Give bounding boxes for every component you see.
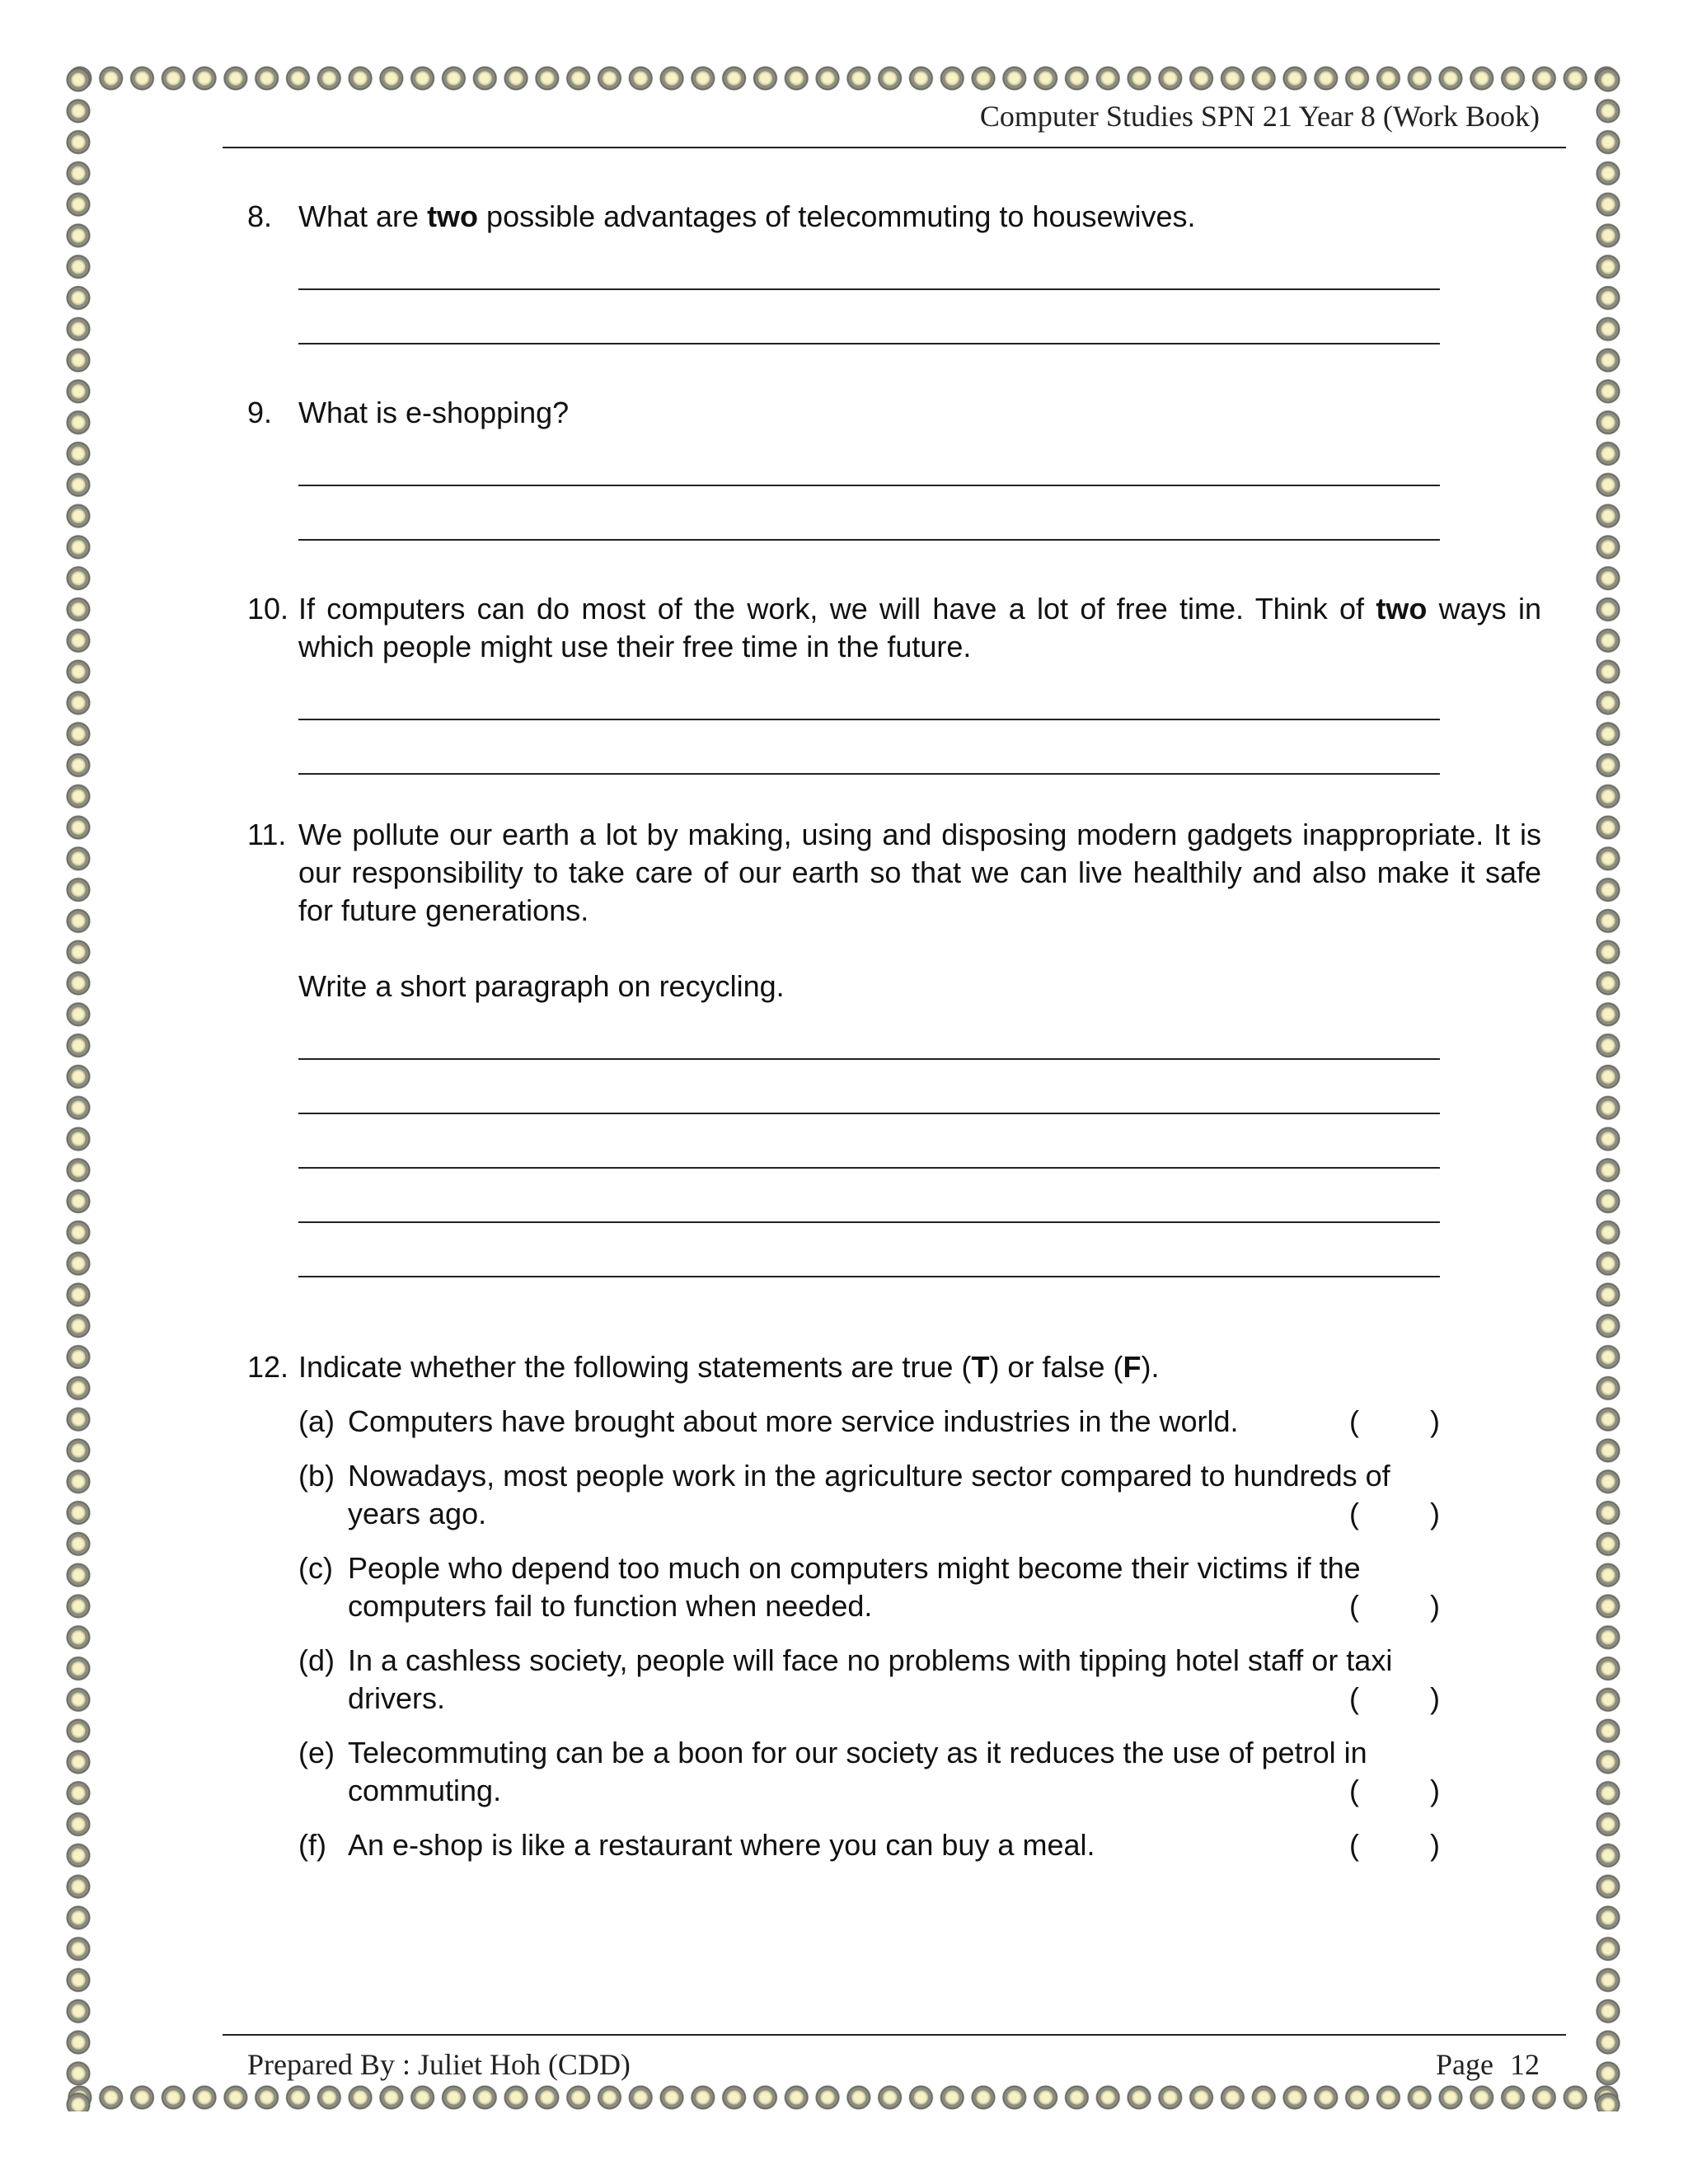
statement-label: (e)	[298, 1736, 335, 1769]
question-prompt: Write a short paragraph on recycling.	[298, 969, 785, 1003]
answer-bracket[interactable]: ( )	[1349, 1497, 1440, 1530]
question-number: 8.	[247, 199, 273, 233]
question-text: If computers can do most of the work, we will have a lot of free time. Think of two ways in which people might use their free time in the future.	[298, 592, 1541, 663]
statement-d	[298, 1642, 1541, 1718]
statement-text-cont: years ago.	[348, 1497, 487, 1530]
statement-f	[298, 1826, 1541, 1864]
answer-line[interactable]	[298, 290, 1440, 344]
statement-text-cont: commuting.	[348, 1774, 502, 1807]
answer-bracket[interactable]: ( )	[1349, 1828, 1440, 1862]
statement-label: (a)	[298, 1404, 335, 1438]
statement-text: In a cashless society, people will face no problems with tipping hotel staff or taxi	[348, 1643, 1393, 1677]
statement-label: (f)	[298, 1828, 326, 1862]
question-11	[247, 816, 1541, 1005]
question-number: 10.	[247, 592, 289, 626]
question-text: What is e-shopping?	[298, 396, 570, 429]
statement-text: An e-shop is like a restaurant where you can buy a meal.	[348, 1828, 1095, 1862]
answer-line[interactable]	[298, 1005, 1440, 1060]
page-border-top	[64, 64, 1622, 92]
question-number: 11.	[247, 818, 287, 851]
answer-line[interactable]	[298, 432, 1440, 486]
answer-line[interactable]	[298, 720, 1440, 775]
statement-text: People who depend too much on computers might become their victims if the	[348, 1551, 1361, 1585]
question-number: 12.	[247, 1350, 289, 1384]
answer-line[interactable]	[298, 666, 1440, 720]
statement-text: Computers have brought about more service industries in the world.	[348, 1404, 1239, 1438]
answer-lines-8	[298, 236, 1440, 344]
statement-label: (d)	[298, 1643, 335, 1677]
statement-text: Telecommuting can be a boon for our society as it reduces the use of petrol in	[348, 1736, 1367, 1769]
answer-line[interactable]	[298, 236, 1440, 290]
question-8	[247, 198, 1541, 236]
answer-bracket[interactable]: ( )	[1349, 1681, 1440, 1715]
answer-lines-11	[298, 1005, 1440, 1277]
page-label: Page	[1436, 2048, 1493, 2081]
answer-line[interactable]	[298, 1169, 1440, 1223]
question-9	[247, 394, 1541, 432]
statement-label: (b)	[298, 1459, 335, 1493]
answer-bracket[interactable]: ( )	[1349, 1774, 1440, 1807]
statement-e	[298, 1734, 1541, 1810]
statement-a	[298, 1403, 1541, 1441]
footer-prepared-by: Prepared By : Juliet Hoh (CDD)	[247, 2048, 631, 2081]
question-text: Indicate whether the following statements are true (T) or false (F).	[298, 1350, 1160, 1384]
statement-text: Nowadays, most people work in the agriculture sector compared to hundreds of	[348, 1459, 1390, 1493]
footer-rule	[223, 2034, 1566, 2036]
answer-bracket[interactable]: ( )	[1349, 1404, 1440, 1438]
page-number: 12	[1510, 2048, 1540, 2081]
statement-text-cont: computers fail to function when needed.	[348, 1589, 873, 1623]
header-rule	[223, 147, 1566, 148]
worksheet-content	[247, 198, 1541, 1864]
statement-c	[298, 1549, 1541, 1625]
statement-label: (c)	[298, 1551, 333, 1585]
answer-lines-10	[298, 666, 1440, 775]
statement-b	[298, 1457, 1541, 1533]
question-12	[247, 1348, 1541, 1864]
answer-line[interactable]	[298, 1114, 1440, 1169]
answer-bracket[interactable]: ( )	[1349, 1589, 1440, 1623]
answer-line[interactable]	[298, 1060, 1440, 1114]
footer-page	[1419, 2047, 1540, 2082]
answer-line[interactable]	[298, 486, 1440, 541]
question-text: We pollute our earth a lot by making, using and disposing modern gadgets inappropriate. It is our responsibility to take care of our earth so that we can live healthily and also make it safe for future generations.	[298, 818, 1541, 927]
header-title: Computer Studies SPN 21 Year 8 (Work Book)	[979, 100, 1540, 133]
statement-text-cont: drivers.	[348, 1681, 446, 1715]
page-border-left	[64, 64, 92, 2111]
answer-lines-9	[298, 432, 1440, 541]
question-text: What are two possible advantages of telecommuting to housewives.	[298, 199, 1196, 233]
answer-line[interactable]	[298, 1223, 1440, 1277]
page-border-bottom	[64, 2083, 1622, 2111]
question-number: 9.	[247, 396, 273, 429]
question-10	[247, 590, 1541, 666]
page-border-right	[1594, 64, 1622, 2111]
